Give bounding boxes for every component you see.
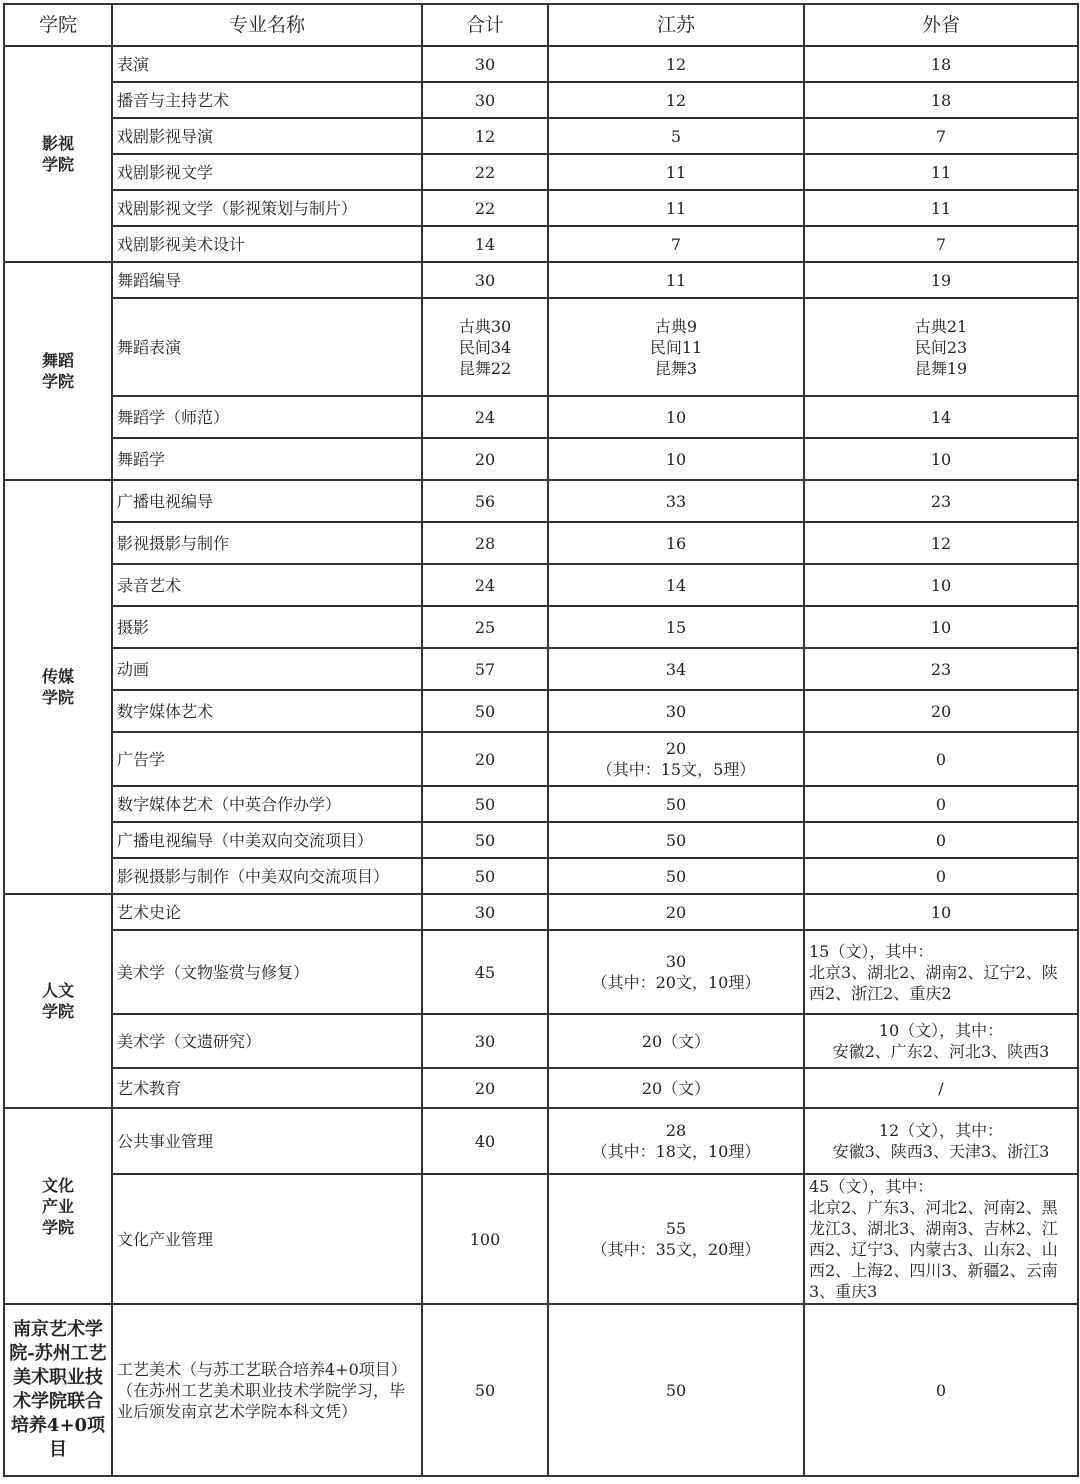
total-count: 56 bbox=[422, 480, 548, 522]
total-count: 14 bbox=[422, 226, 548, 262]
other-provinces-count: 20 bbox=[804, 690, 1078, 732]
jiangsu-count: 古典9 民间11 昆舞3 bbox=[548, 298, 804, 396]
major-name: 舞蹈学 bbox=[112, 438, 422, 480]
header-major: 专业名称 bbox=[112, 4, 422, 46]
other-provinces-count: 15（文），其中： 北京3、湖北2、湖南2、辽宁2、陕西2、浙江2、重庆2 bbox=[804, 930, 1078, 1014]
other-provinces-count: 0 bbox=[804, 858, 1078, 894]
major-name: 美术学（文遗研究） bbox=[112, 1014, 422, 1068]
jiangsu-count: 50 bbox=[548, 1304, 804, 1476]
table-row bbox=[4, 606, 1078, 648]
jiangsu-count: 10 bbox=[548, 438, 804, 480]
other-provinces-count: 19 bbox=[804, 262, 1078, 298]
jiangsu-count: 30 （其中：20文，10理） bbox=[548, 930, 804, 1014]
table-row bbox=[4, 438, 1078, 480]
major-name: 广播电视编导（中美双向交流项目） bbox=[112, 822, 422, 858]
college-name: 人文 学院 bbox=[4, 894, 112, 1108]
table-row bbox=[4, 690, 1078, 732]
other-provinces-count: 10 bbox=[804, 564, 1078, 606]
other-provinces-count: 12 bbox=[804, 522, 1078, 564]
total-count: 24 bbox=[422, 396, 548, 438]
major-name: 艺术教育 bbox=[112, 1068, 422, 1108]
jiangsu-count: 50 bbox=[548, 786, 804, 822]
other-provinces-count: 10 bbox=[804, 894, 1078, 930]
table-body bbox=[4, 46, 1078, 1476]
major-name: 动画 bbox=[112, 648, 422, 690]
table-row bbox=[4, 154, 1078, 190]
college-name: 南京艺术学院-苏州工艺美术职业技术学院联合培养4+0项目 bbox=[4, 1304, 112, 1476]
table-row bbox=[4, 648, 1078, 690]
total-count: 20 bbox=[422, 1068, 548, 1108]
major-name: 影视摄影与制作（中美双向交流项目） bbox=[112, 858, 422, 894]
other-provinces-count: 12（文），其中： 安徽3、陕西3、天津3、浙江3 bbox=[804, 1108, 1078, 1174]
total-count: 30 bbox=[422, 262, 548, 298]
major-name: 艺术史论 bbox=[112, 894, 422, 930]
other-provinces-count: 23 bbox=[804, 480, 1078, 522]
header-college: 学院 bbox=[4, 4, 112, 46]
jiangsu-count: 10 bbox=[548, 396, 804, 438]
other-provinces-count: 7 bbox=[804, 118, 1078, 154]
jiangsu-count: 11 bbox=[548, 262, 804, 298]
jiangsu-count: 12 bbox=[548, 46, 804, 82]
jiangsu-count: 7 bbox=[548, 226, 804, 262]
table-row bbox=[4, 1068, 1078, 1108]
table-row bbox=[4, 298, 1078, 396]
major-name: 戏剧影视文学（影视策划与制片） bbox=[112, 190, 422, 226]
major-name: 数字媒体艺术（中英合作办学） bbox=[112, 786, 422, 822]
major-name: 戏剧影视文学 bbox=[112, 154, 422, 190]
header-row bbox=[4, 4, 1078, 46]
header-other-provinces: 外省 bbox=[804, 4, 1078, 46]
header-total: 合计 bbox=[422, 4, 548, 46]
total-count: 28 bbox=[422, 522, 548, 564]
jiangsu-count: 50 bbox=[548, 822, 804, 858]
major-name: 影视摄影与制作 bbox=[112, 522, 422, 564]
table-row bbox=[4, 1304, 1078, 1476]
college-name: 文化 产业 学院 bbox=[4, 1108, 112, 1304]
college-name: 传媒 学院 bbox=[4, 480, 112, 894]
jiangsu-count: 34 bbox=[548, 648, 804, 690]
jiangsu-count: 15 bbox=[548, 606, 804, 648]
jiangsu-count: 30 bbox=[548, 690, 804, 732]
major-name: 录音艺术 bbox=[112, 564, 422, 606]
total-count: 30 bbox=[422, 46, 548, 82]
enrollment-table bbox=[3, 3, 1079, 1477]
table-row bbox=[4, 480, 1078, 522]
jiangsu-count: 50 bbox=[548, 858, 804, 894]
table-row bbox=[4, 262, 1078, 298]
total-count: 30 bbox=[422, 894, 548, 930]
total-count: 50 bbox=[422, 786, 548, 822]
total-count: 50 bbox=[422, 822, 548, 858]
other-provinces-count: 23 bbox=[804, 648, 1078, 690]
total-count: 古典30 民间34 昆舞22 bbox=[422, 298, 548, 396]
jiangsu-count: 11 bbox=[548, 190, 804, 226]
total-count: 30 bbox=[422, 1014, 548, 1068]
table-row bbox=[4, 1174, 1078, 1304]
major-name: 广播电视编导 bbox=[112, 480, 422, 522]
table-row bbox=[4, 822, 1078, 858]
jiangsu-count: 20（文） bbox=[548, 1068, 804, 1108]
other-provinces-count: 7 bbox=[804, 226, 1078, 262]
jiangsu-count: 33 bbox=[548, 480, 804, 522]
table-row bbox=[4, 46, 1078, 82]
other-provinces-count: 0 bbox=[804, 1304, 1078, 1476]
major-name: 戏剧影视导演 bbox=[112, 118, 422, 154]
other-provinces-count: 古典21 民间23 昆舞19 bbox=[804, 298, 1078, 396]
table-row bbox=[4, 82, 1078, 118]
total-count: 24 bbox=[422, 564, 548, 606]
jiangsu-count: 11 bbox=[548, 154, 804, 190]
table-row bbox=[4, 1108, 1078, 1174]
jiangsu-count: 20 bbox=[548, 894, 804, 930]
table-row bbox=[4, 786, 1078, 822]
major-name: 舞蹈表演 bbox=[112, 298, 422, 396]
table-row bbox=[4, 396, 1078, 438]
table-row bbox=[4, 522, 1078, 564]
major-name: 表演 bbox=[112, 46, 422, 82]
table-row bbox=[4, 118, 1078, 154]
college-name: 影视 学院 bbox=[4, 46, 112, 262]
other-provinces-count: 45（文），其中： 北京2、广东3、河北2、河南2、黑龙江3、湖北3、湖南3、吉林2、江西2、辽宁3、内蒙古3、山东2、山西2、上海2、四川3、新疆2、云南3、重庆3 bbox=[804, 1174, 1078, 1304]
total-count: 40 bbox=[422, 1108, 548, 1174]
total-count: 50 bbox=[422, 858, 548, 894]
jiangsu-count: 5 bbox=[548, 118, 804, 154]
table-row bbox=[4, 190, 1078, 226]
jiangsu-count: 20（文） bbox=[548, 1014, 804, 1068]
other-provinces-count: 10（文），其中： 安徽2、广东2、河北3、陕西3 bbox=[804, 1014, 1078, 1068]
major-name: 摄影 bbox=[112, 606, 422, 648]
total-count: 25 bbox=[422, 606, 548, 648]
other-provinces-count: 0 bbox=[804, 822, 1078, 858]
total-count: 22 bbox=[422, 190, 548, 226]
total-count: 50 bbox=[422, 1304, 548, 1476]
other-provinces-count: / bbox=[804, 1068, 1078, 1108]
college-name: 舞蹈 学院 bbox=[4, 262, 112, 480]
major-name: 舞蹈编导 bbox=[112, 262, 422, 298]
major-name: 数字媒体艺术 bbox=[112, 690, 422, 732]
total-count: 12 bbox=[422, 118, 548, 154]
other-provinces-count: 14 bbox=[804, 396, 1078, 438]
header-jiangsu: 江苏 bbox=[548, 4, 804, 46]
major-name: 公共事业管理 bbox=[112, 1108, 422, 1174]
total-count: 100 bbox=[422, 1174, 548, 1304]
total-count: 50 bbox=[422, 690, 548, 732]
major-name: 舞蹈学（师范） bbox=[112, 396, 422, 438]
major-name: 播音与主持艺术 bbox=[112, 82, 422, 118]
jiangsu-count: 12 bbox=[548, 82, 804, 118]
major-name: 美术学（文物鉴赏与修复） bbox=[112, 930, 422, 1014]
total-count: 45 bbox=[422, 930, 548, 1014]
other-provinces-count: 18 bbox=[804, 82, 1078, 118]
major-name: 广告学 bbox=[112, 732, 422, 786]
total-count: 57 bbox=[422, 648, 548, 690]
jiangsu-count: 16 bbox=[548, 522, 804, 564]
total-count: 20 bbox=[422, 732, 548, 786]
other-provinces-count: 11 bbox=[804, 190, 1078, 226]
jiangsu-count: 28 （其中：18文，10理） bbox=[548, 1108, 804, 1174]
table-row bbox=[4, 564, 1078, 606]
other-provinces-count: 0 bbox=[804, 786, 1078, 822]
major-name: 文化产业管理 bbox=[112, 1174, 422, 1304]
table-row bbox=[4, 858, 1078, 894]
jiangsu-count: 55 （其中：35文，20理） bbox=[548, 1174, 804, 1304]
total-count: 22 bbox=[422, 154, 548, 190]
other-provinces-count: 10 bbox=[804, 606, 1078, 648]
other-provinces-count: 0 bbox=[804, 732, 1078, 786]
table-row bbox=[4, 894, 1078, 930]
table-row bbox=[4, 930, 1078, 1014]
table-row bbox=[4, 1014, 1078, 1068]
other-provinces-count: 10 bbox=[804, 438, 1078, 480]
table-row bbox=[4, 226, 1078, 262]
jiangsu-count: 20 （其中：15文，5理） bbox=[548, 732, 804, 786]
jiangsu-count: 14 bbox=[548, 564, 804, 606]
other-provinces-count: 11 bbox=[804, 154, 1078, 190]
major-name: 工艺美术（与苏工艺联合培养4+0项目） （在苏州工艺美术职业技术学院学习，毕业后颁发南京艺术学院本科文凭） bbox=[112, 1304, 422, 1476]
major-name: 戏剧影视美术设计 bbox=[112, 226, 422, 262]
total-count: 30 bbox=[422, 82, 548, 118]
total-count: 20 bbox=[422, 438, 548, 480]
table-row bbox=[4, 732, 1078, 786]
other-provinces-count: 18 bbox=[804, 46, 1078, 82]
